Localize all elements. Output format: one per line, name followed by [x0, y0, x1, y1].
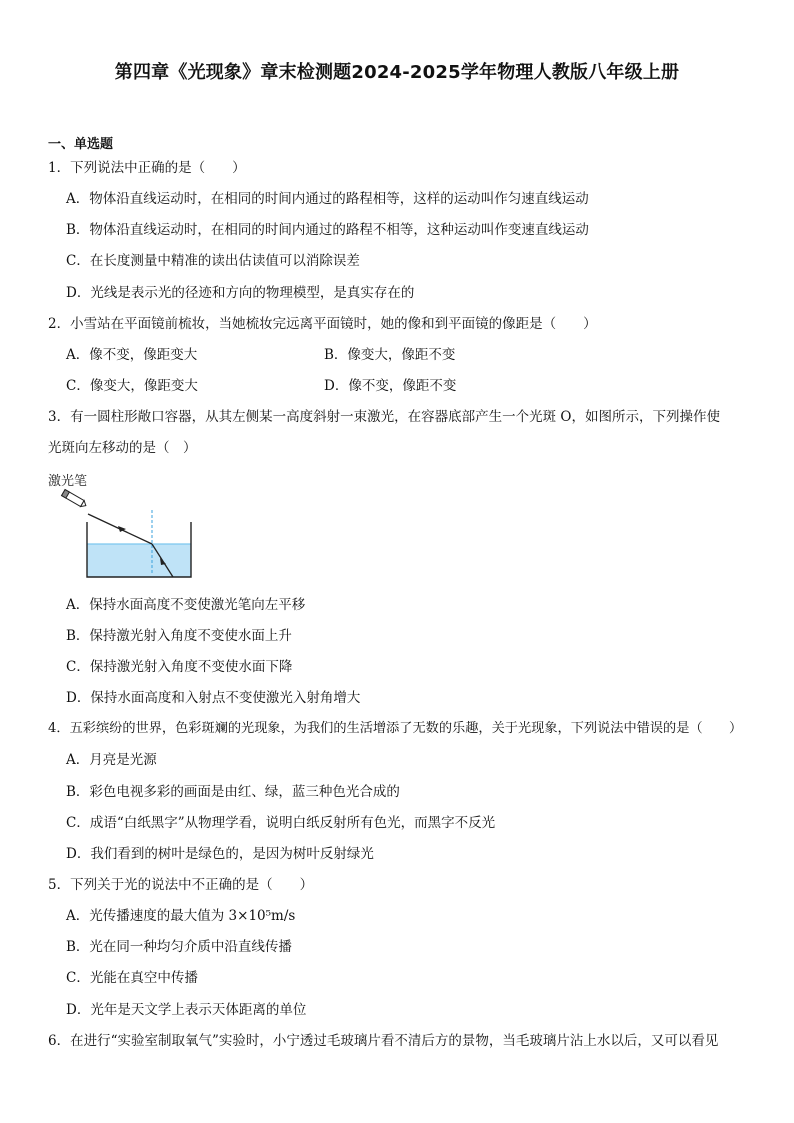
section-heading: 一、单选题 — [48, 137, 114, 152]
q5-option-d: D．光年是天文学上表示天体距离的单位 — [66, 1002, 307, 1018]
q3-option-c: C．保持激光射入角度不变使水面下降 — [66, 659, 293, 675]
q1-option-b: B．物体沿直线运动时，在相同的时间内通过的路程不相等，这种运动叫作变速直线运动 — [66, 222, 589, 238]
q5-option-a: A．光传播速度的最大值为 3×10⁵m/s — [66, 908, 296, 924]
q4-stem: 4．五彩缤纷的世界，色彩斑斓的光现象，为我们的生活增添了无数的乐趣，关于光现象，下列说法中错误的是（ ） — [48, 721, 743, 736]
laser-pen-icon — [62, 490, 88, 509]
q5-option-c: C．光能在真空中传播 — [66, 970, 198, 986]
q3-option-b: B．保持激光射入角度不变使水面上升 — [66, 628, 292, 644]
q2-option-d: D．像不变，像距不变 — [324, 378, 457, 394]
q3-option-a: A．保持水面高度不变使激光笔向左平移 — [66, 597, 306, 613]
q2-option-a: A．像不变，像距变大 — [66, 347, 198, 363]
q4-option-b: B．彩色电视多彩的画面是由红、绿，蓝三种色光合成的 — [66, 784, 400, 800]
laser-container-figure — [56, 486, 206, 586]
q2-option-c: C．像变大，像距变大 — [66, 378, 198, 394]
q4-option-c: C．成语“白纸黑字”从物理学看，说明白纸反射所有色光，而黑字不反光 — [66, 815, 496, 831]
q1-option-a: A．物体沿直线运动时，在相同的时间内通过的路程相等，这样的运动叫作匀速直线运动 — [66, 191, 589, 207]
q4-option-a: A．月亮是光源 — [66, 752, 157, 768]
water-body — [87, 544, 191, 577]
q3-option-d: D．保持水面高度和入射点不变使激光入射角增大 — [66, 690, 361, 706]
q4-option-d: D．我们看到的树叶是绿色的，是因为树叶反射绿光 — [66, 846, 374, 862]
q2-option-b: B．像变大，像距不变 — [324, 347, 456, 363]
laser-pen-label: 激光笔 — [48, 474, 88, 489]
q2-stem: 2．小雪站在平面镜前梳妆，当她梳妆完远离平面镜时，她的像和到平面镜的像距是（ ） — [48, 316, 597, 332]
q6-stem: 6．在进行“实验室制取氧气”实验时，小宁透过毛玻璃片看不清后方的景物，当毛玻璃片沾上水以后，又可以看见 — [48, 1033, 719, 1049]
q1-option-d: D．光线是表示光的径迹和方向的物理模型，是真实存在的 — [66, 285, 415, 301]
q3-stem-line2: 光斑向左移动的是（ ） — [48, 440, 197, 456]
q5-option-b: B．光在同一种均匀介质中沿直线传播 — [66, 939, 292, 955]
page-title: 第四章《光现象》章末检测题2024-2025学年物理人教版八年级上册 — [114, 62, 680, 83]
q3-stem-line1: 3．有一圆柱形敞口容器，从其左侧某一高度斜射一束激光，在容器底部产生一个光斑 O，如图所示，下列操作使 — [48, 409, 720, 425]
q5-stem: 5．下列关于光的说法中不正确的是（ ） — [48, 877, 314, 893]
q1-option-c: C．在长度测量中精准的读出估读值可以消除误差 — [66, 253, 360, 269]
q1-stem: 1．下列说法中正确的是（ ） — [48, 160, 246, 176]
